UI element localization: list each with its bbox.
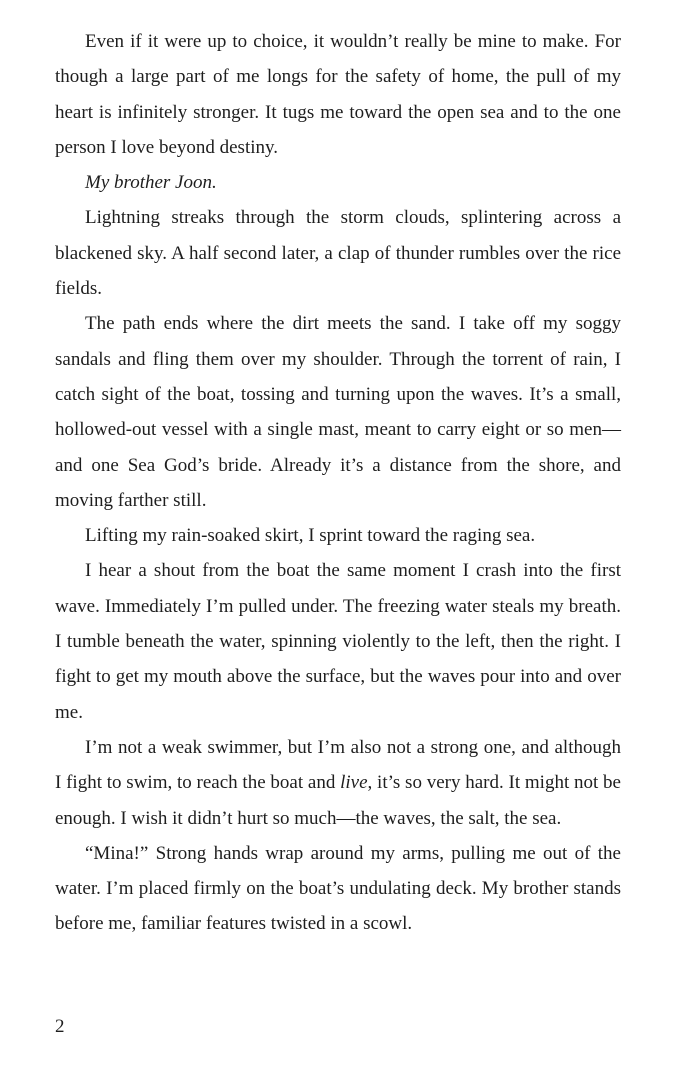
paragraph: Even if it were up to choice, it wouldn’t really be mine to make. For though a large part of me longs for the safety of home, the pull of my heart is infinitely stronger. It tugs me toward the open sea and to the one person I love beyond destiny. bbox=[55, 31, 621, 158]
paragraph: Lightning streaks through the storm clouds, splintering across a blackened sky. A half second later, a clap of thunder rumbles over the rice fields. bbox=[55, 207, 621, 300]
paragraph: The path ends where the dirt meets the sand. I take off my soggy sandals and fling them over my shoulder. Through the torrent of rain, I catch sight of the boat, tossing and turning upon the waves. It’s a small, hollowed-out vessel with a single mast, meant to carry eight or so men—and one Sea God’s bride. Already it’s a distance from the shore, and moving farther still. bbox=[55, 313, 621, 511]
body-text bbox=[55, 24, 621, 942]
emphasis-text: live bbox=[340, 772, 368, 794]
paragraph: Lifting my rain-soaked skirt, I sprint toward the raging sea. bbox=[85, 525, 536, 547]
paragraph bbox=[55, 730, 621, 836]
italic-paragraph: My brother Joon. bbox=[85, 172, 217, 194]
paragraph-text: , it’s so very hard. It might not be enough. I wish it didn’t hurt so much—the waves, the salt, the sea. bbox=[55, 772, 621, 829]
paragraph: “Mina!” Strong hands wrap around my arms, pulling me out of the water. I’m placed firmly on the boat’s undulating deck. My brother stands before me, familiar features twisted in a scowl. bbox=[55, 842, 621, 935]
paragraph: I hear a shout from the boat the same moment I crash into the first wave. Immediately I’m pulled under. The freezing water steals my breath. I tumble beneath the water, spinning violently to the left, then the right. I fight to get my mouth above the surface, but the waves pour into and over me. bbox=[55, 560, 621, 723]
paragraph-text: I’m not a weak swimmer, but I’m also not a strong one, and although I fight to swim, to reach the boat and bbox=[55, 736, 621, 794]
page-number: 2 bbox=[55, 1016, 65, 1037]
